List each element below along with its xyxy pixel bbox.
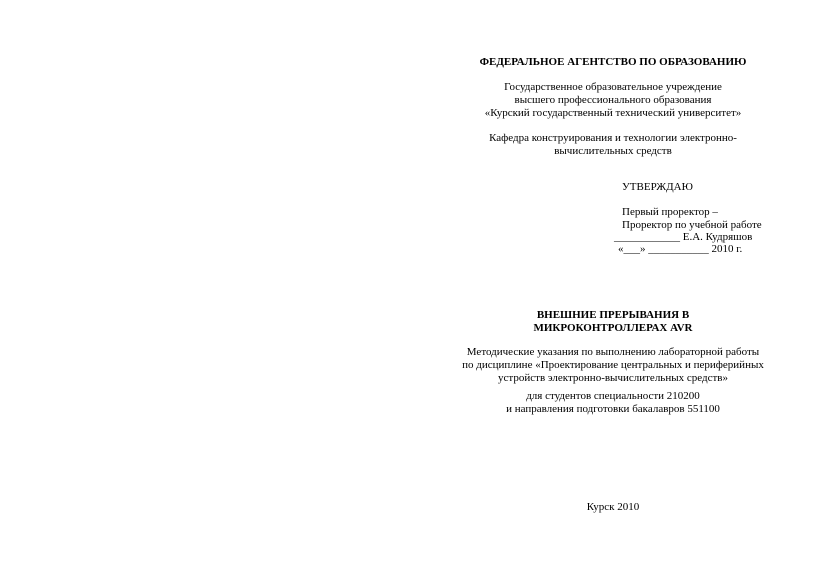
institution-line-1: Государственное образовательное учреждение xyxy=(504,81,722,93)
approval-position-line-1: Первый проректор – xyxy=(622,206,718,218)
agency-name: ФЕДЕРАЛЬНОЕ АГЕНТСТВО ПО ОБРАЗОВАНИЮ xyxy=(479,56,747,68)
approval-position-line-2: Проректор по учебной работе xyxy=(622,219,762,231)
department-line-2: вычислительных средств xyxy=(554,145,672,157)
institution-line-3: «Курский государственный технический университет» xyxy=(484,107,742,119)
place-year: Курск 2010 xyxy=(586,501,640,513)
department-line-1: Кафедра конструирования и технологии электронно- xyxy=(489,132,737,144)
audience-line-2: и направления подготовки бакалавров 551100 xyxy=(506,403,720,415)
approval-date-line: «___» ___________ 2010 г. xyxy=(618,243,743,255)
audience-line-1: для студентов специальности 210200 xyxy=(526,390,700,402)
work-title-line-1: ВНЕШНИЕ ПРЕРЫВАНИЯ В xyxy=(536,309,690,321)
work-description-line-1: Методические указания по выполнению лабораторной работы xyxy=(466,346,760,358)
approval-title: УТВЕРЖДАЮ xyxy=(622,181,693,193)
work-title-line-2: МИКРОКОНТРОЛЛЕРАХ AVR xyxy=(533,322,693,334)
work-description-line-3: устройств электронно-вычислительных средств» xyxy=(498,372,728,384)
institution-line-2: высшего профессионального образования xyxy=(514,94,712,106)
work-description-line-2: по дисциплине «Проектирование центральных и периферийных xyxy=(462,359,764,371)
approval-signature-line: ____________ Е.А. Кудряшов xyxy=(614,231,753,243)
